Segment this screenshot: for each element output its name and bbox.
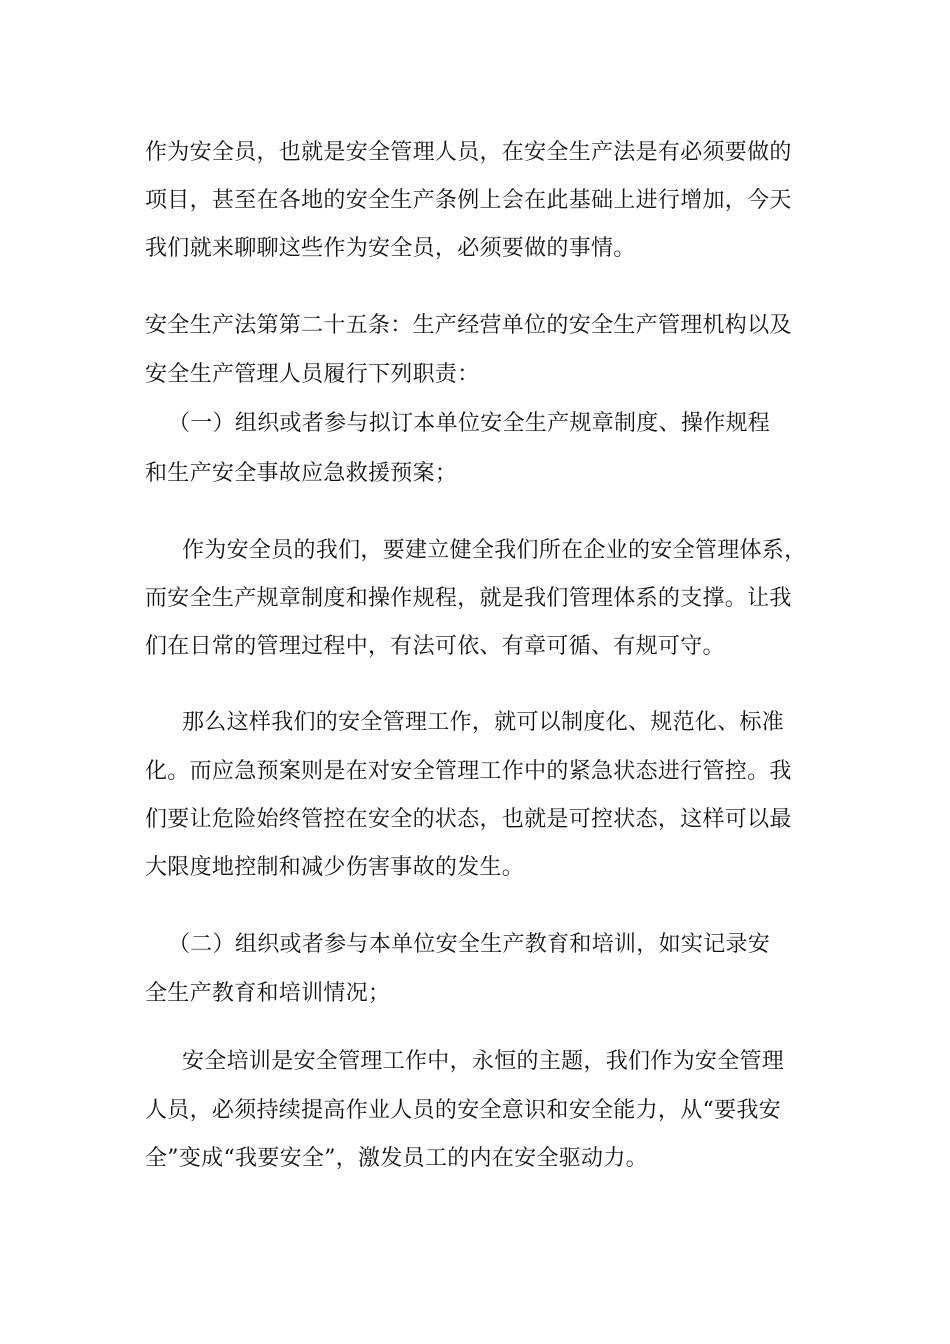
- paragraph-3-line-2: 和生产安全事故应急救援预案；: [145, 461, 458, 486]
- paragraph-4-line-2: 而安全生产规章制度和操作规程，就是我们管理体系的支撑。让我: [145, 586, 792, 611]
- paragraph-4-line-3: 们在日常的管理过程中，有法可依、有章可循、有规可守。: [145, 634, 725, 659]
- paragraph-7-line-3: 全”变成“我要安全”，激发员工的内在安全驱动力。: [145, 1146, 648, 1171]
- paragraph-4-line-1: 作为安全员的我们，要建立健全我们所在企业的安全管理体系，: [182, 538, 807, 563]
- paragraph-5-line-3: 们要让危险始终管控在安全的状态，也就是可控状态，这样可以最: [145, 807, 792, 832]
- paragraph-7-line-2: 人员，必须持续提高作业人员的安全意识和安全能力，从“要我安: [145, 1098, 781, 1123]
- paragraph-1-line-2: 项目，甚至在各地的安全生产条例上会在此基础上进行增加，今天: [145, 188, 792, 213]
- paragraph-1-line-1: 作为安全员，也就是安全管理人员，在安全生产法是有必须要做的: [145, 140, 792, 165]
- paragraph-7-line-1: 安全培训是安全管理工作中，永恒的主题，我们作为安全管理: [182, 1049, 785, 1074]
- paragraph-2-line-1: 安全生产法第第二十五条：生产经营单位的安全生产管理机构以及: [145, 313, 792, 338]
- paragraph-5-line-2: 化。而应急预案则是在对安全管理工作中的紧急状态进行管控。我: [145, 759, 792, 784]
- paragraph-1-line-3: 我们就来聊聊这些作为安全员，必须要做的事情。: [145, 236, 636, 261]
- paragraph-3-line-1: （一）组织或者参与拟订本单位安全生产规章制度、操作规程: [168, 411, 771, 436]
- paragraph-5-line-4: 大限度地控制和减少伤害事故的发生。: [145, 855, 525, 880]
- paragraph-5-line-1: 那么这样我们的安全管理工作，就可以制度化、规范化、标准: [182, 710, 785, 735]
- paragraph-6-line-2: 全生产教育和培训情况；: [145, 981, 391, 1006]
- paragraph-2-line-2: 安全生产管理人员履行下列职责：: [145, 362, 480, 387]
- paragraph-6-line-1: （二）组织或者参与本单位安全生产教育和培训，如实记录安: [168, 932, 771, 957]
